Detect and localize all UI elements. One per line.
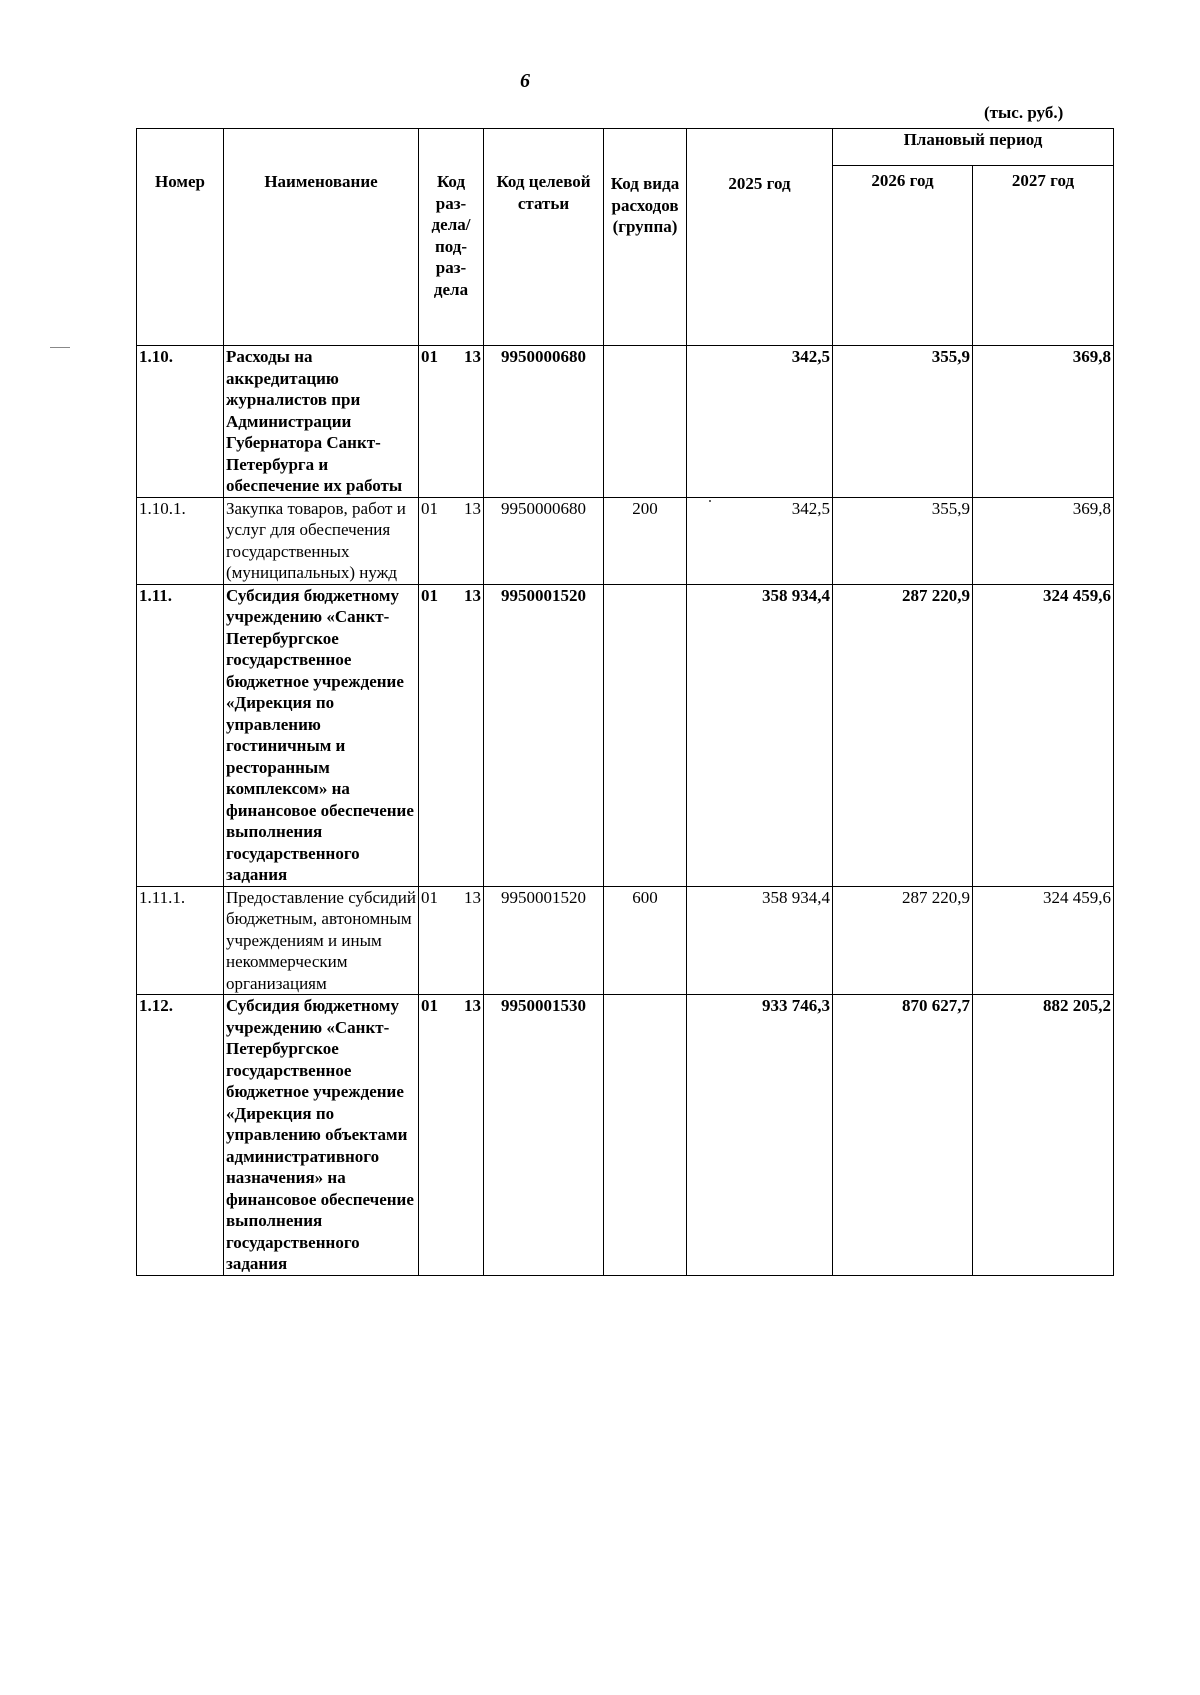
table-row	[137, 346, 1114, 498]
row-section: 01 13	[419, 346, 484, 498]
header-2025: 2025 год	[687, 129, 833, 346]
row-type	[604, 995, 687, 1276]
header-section: Код раз-дела/ под-раз-дела	[419, 129, 484, 346]
row-2026: 870 627,7	[833, 995, 973, 1276]
row-number: 1.10.1.	[137, 497, 224, 584]
header-2026: 2026 год	[833, 166, 973, 346]
header-2027: 2027 год	[973, 166, 1114, 346]
row-2026: 287 220,9	[833, 584, 973, 886]
table-row	[137, 497, 1114, 584]
header-name: Наименование	[224, 129, 419, 346]
row-section: 01 13	[419, 886, 484, 995]
row-2025: 342,5	[687, 346, 833, 498]
row-number: 1.11.	[137, 584, 224, 886]
row-target: 9950001520	[484, 886, 604, 995]
row-2027: 324 459,6	[973, 584, 1114, 886]
row-section: 01 13	[419, 995, 484, 1276]
row-target: 9950001530	[484, 995, 604, 1276]
budget-table	[136, 128, 1114, 1276]
scan-mark	[50, 347, 70, 348]
row-number: 1.10.	[137, 346, 224, 498]
row-2026: 287 220,9	[833, 886, 973, 995]
row-target: 9950000680	[484, 497, 604, 584]
row-name: Предоставление субсидий бюджетным, автономным учреждениям и иным некоммерческим организациям	[224, 886, 419, 995]
table-row	[137, 584, 1114, 886]
row-section: 01 13	[419, 497, 484, 584]
row-name: Субсидия бюджетному учреждению «Санкт-Петербургское государственное бюджетное учреждение «Дирекция по управлению гостиничным и ресторанным комплексом» на финансовое обеспечение выполнения государственного задания	[224, 584, 419, 886]
row-2025: 358 934,4	[687, 886, 833, 995]
row-2027: 369,8	[973, 497, 1114, 584]
row-type: 600	[604, 886, 687, 995]
row-2025: 342,5	[687, 497, 833, 584]
row-2027: 369,8	[973, 346, 1114, 498]
row-2027: 882 205,2	[973, 995, 1114, 1276]
row-type	[604, 346, 687, 498]
table-row	[137, 886, 1114, 995]
row-name: Расходы на аккредитацию журналистов при Администрации Губернатора Санкт-Петербурга и обеспечение их работы	[224, 346, 419, 498]
row-2025: 358 934,4	[687, 584, 833, 886]
page-number: 6	[520, 70, 530, 92]
row-name: Субсидия бюджетному учреждению «Санкт-Петербургское государственное бюджетное учреждение «Дирекция по управлению объектами административного назначения» на финансовое обеспечение выполнения государственного задания	[224, 995, 419, 1276]
header-number: Номер	[137, 129, 224, 346]
row-2025: 933 746,3	[687, 995, 833, 1276]
table-row	[137, 995, 1114, 1276]
row-type: 200	[604, 497, 687, 584]
row-type	[604, 584, 687, 886]
header-expense-type: Код вида расходов (группа)	[604, 129, 687, 346]
units-label: (тыс. руб.)	[984, 103, 1064, 122]
row-2027: 324 459,6	[973, 886, 1114, 995]
row-name: Закупка товаров, работ и услуг для обеспечения государственных (муниципальных) нужд	[224, 497, 419, 584]
row-2026: 355,9	[833, 497, 973, 584]
row-target: 9950000680	[484, 346, 604, 498]
row-2026: 355,9	[833, 346, 973, 498]
header-target: Код целевой статьи	[484, 129, 604, 346]
header-planned-period: Плановый период	[833, 129, 1114, 166]
row-section: 01 13	[419, 584, 484, 886]
row-number: 1.12.	[137, 995, 224, 1276]
row-target: 9950001520	[484, 584, 604, 886]
row-number: 1.11.1.	[137, 886, 224, 995]
